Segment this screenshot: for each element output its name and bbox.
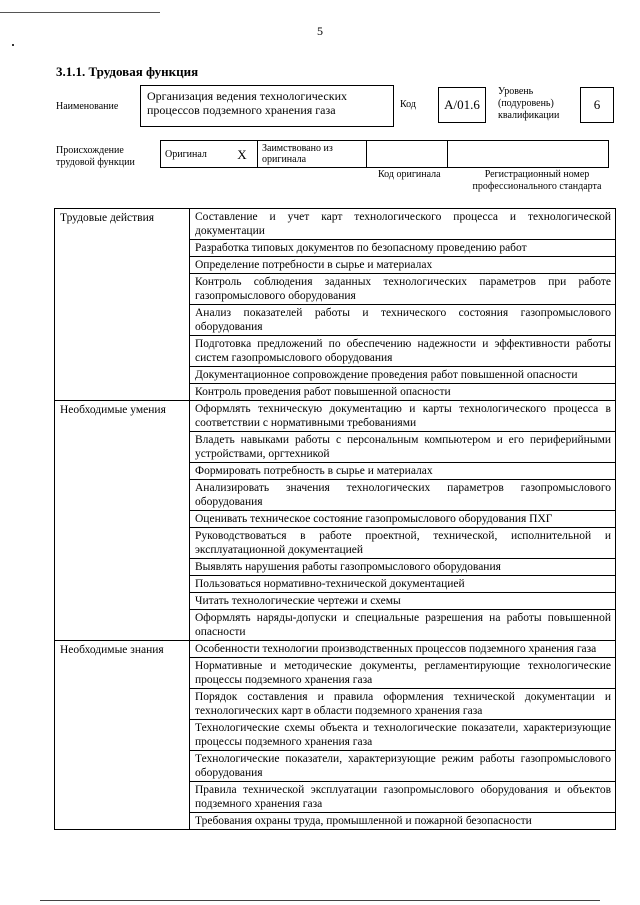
code-original-cell [367,141,448,168]
item-cell: Технологические показатели, характеризующие режим работы газопромыслового оборудования [190,751,616,782]
category-cell: Необходимые знания [55,641,190,830]
section-title: 3.1.1. Трудовая функция [56,64,199,79]
item-cell: Оценивать техническое состояние газопромыслового оборудования ПХГ [190,511,616,528]
function-name-value: Организация ведения технологических процессов подземного хранения газа [140,85,394,127]
item-cell: Документационное сопровождение проведения работ повышенной опасности [190,367,616,384]
original-mark: X [227,141,258,168]
item-cell: Владеть навыками работы с персональным компьютером и его периферийными устройствами, оргтехникой [190,432,616,463]
labor-function-table [54,208,616,830]
level-label: Уровень (подуровень) квалификации [498,86,560,121]
item-cell: Оформлять техническую документацию и карты технологического процесса в соответствии с нормативными требованиями [190,401,616,432]
item-cell: Подготовка предложений по обеспечению надежности и эффективности работы систем газопромыслового оборудования [190,336,616,367]
scan-artifact-line [40,900,600,901]
item-cell: Правила технической эксплуатации газопромыслового оборудования и объектов подземного хранения газа [190,782,616,813]
scan-artifact-dot [12,44,14,46]
item-cell: Технологические схемы объекта и технологические показатели, характеризующие процессы подземного хранения газа [190,720,616,751]
function-code-value: А/01.6 [438,87,486,123]
original-label: Оригинал [161,141,228,168]
table-row [55,401,616,432]
table-row [55,641,616,658]
category-cell: Необходимые умения [55,401,190,641]
item-cell: Контроль проведения работ повышенной опасности [190,384,616,401]
table-row [55,209,616,240]
code-original-label: Код оригинала [378,169,441,180]
item-cell: Анализ показателей работы и технического состояния газопромыслового оборудования [190,305,616,336]
borrowed-label: Заимствовано из оригинала [258,141,367,168]
level-value: 6 [580,87,614,123]
item-cell: Анализировать значения технологических параметров газопромыслового оборудования [190,480,616,511]
item-cell: Нормативные и методические документы, регламентирующие технологические процессы подземного хранения газа [190,658,616,689]
category-cell: Трудовые действия [55,209,190,401]
item-cell: Порядок составления и правила оформления технической документации и технологических карт в области подземного хранения газа [190,689,616,720]
scan-artifact-line [0,12,160,13]
item-cell: Определение потребности в сырье и материалах [190,257,616,274]
page-number: 5 [317,24,323,38]
name-label: Наименование [56,101,119,112]
origin-label: Происхождение трудовой функции [56,145,135,168]
item-cell: Читать технологические чертежи и схемы [190,593,616,610]
item-cell: Оформлять наряды-допуски и специальные разрешения на работы повышенной опасности [190,610,616,641]
code-label: Код [400,99,416,110]
item-cell: Составление и учет карт технологического процесса и технологической документации [190,209,616,240]
item-cell: Разработка типовых документов по безопасному проведению работ [190,240,616,257]
reg-number-label: Регистрационный номер профессионального стандарта [472,169,602,192]
item-cell: Особенности технологии производственных процессов подземного хранения газа [190,641,616,658]
item-cell: Пользоваться нормативно-технической документацией [190,576,616,593]
reg-number-cell [448,141,609,168]
item-cell: Формировать потребность в сырье и материалах [190,463,616,480]
item-cell: Руководствоваться в работе проектной, технической, исполнительной и эксплуатационной документацией [190,528,616,559]
item-cell: Контроль соблюдения заданных технологических параметров при работе газопромыслового оборудования [190,274,616,305]
item-cell: Выявлять нарушения работы газопромыслового оборудования [190,559,616,576]
origin-table [160,140,609,168]
item-cell: Требования охраны труда, промышленной и пожарной безопасности [190,813,616,830]
